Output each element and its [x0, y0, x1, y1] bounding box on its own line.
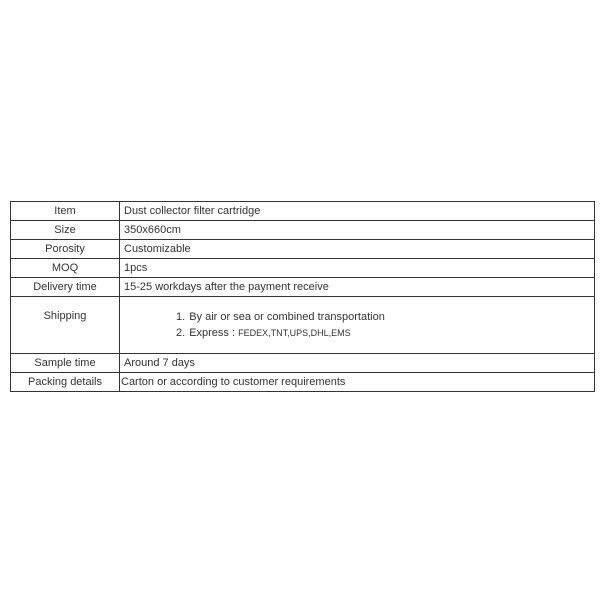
row-label: Porosity: [11, 240, 120, 259]
product-spec-table: [10, 201, 595, 392]
table-row-delivery: [11, 278, 595, 297]
row-label: MOQ: [11, 259, 120, 278]
row-value: 15-25 workdays after the payment receive: [120, 278, 595, 297]
row-value: Dust collector filter cartridge: [120, 202, 595, 221]
table-row-sample: [11, 354, 595, 373]
shipping-options-list: [124, 309, 594, 341]
row-value: Carton or according to customer requirements: [120, 373, 595, 392]
table-row-item: [11, 202, 595, 221]
list-number: 1.: [176, 311, 186, 323]
table-row-moq: [11, 259, 595, 278]
row-value: Around 7 days: [120, 354, 595, 373]
row-label: Shipping: [11, 297, 120, 354]
row-value: 350x660cm: [120, 221, 595, 240]
shipping-carriers: FEDEX,TNT,UPS,DHL,EMS: [238, 328, 351, 338]
table-row-packing: [11, 373, 595, 392]
list-item: [176, 325, 594, 341]
shipping-option-text: By air or sea or combined transportation: [189, 311, 385, 323]
table-row-size: [11, 221, 595, 240]
shipping-options-cell: [120, 297, 595, 354]
list-item: [176, 309, 594, 325]
row-value: 1pcs: [120, 259, 595, 278]
row-label: Packing details: [11, 373, 120, 392]
row-value: Customizable: [120, 240, 595, 259]
row-label: Size: [11, 221, 120, 240]
row-label: Item: [11, 202, 120, 221]
shipping-option-prefix: Express :: [189, 327, 236, 339]
row-label: Sample time: [11, 354, 120, 373]
row-label: Delivery time: [11, 278, 120, 297]
table-row-shipping: [11, 297, 595, 354]
table-row-porosity: [11, 240, 595, 259]
list-number: 2.: [176, 327, 186, 339]
